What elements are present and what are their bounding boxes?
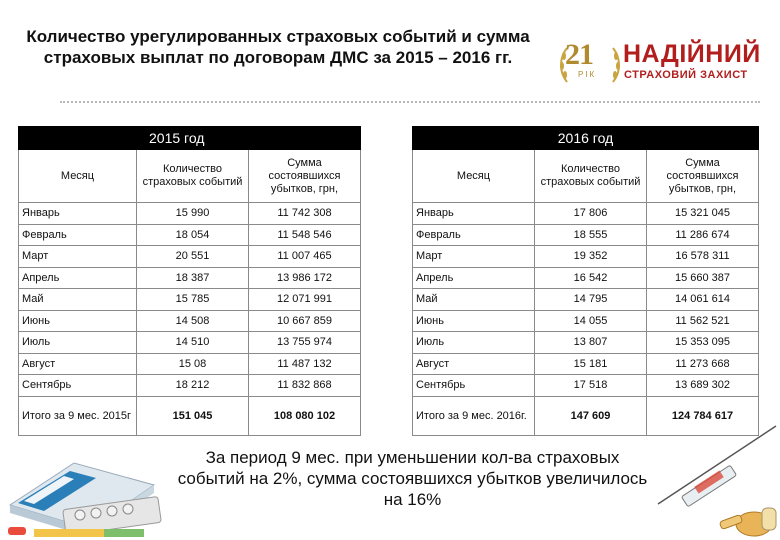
cell-month: Итого за 9 мес. 2016г.	[413, 396, 535, 435]
col-header-sum: Сумма состоявшихся убытков, грн,	[249, 150, 361, 203]
cell-count: 147 609	[535, 396, 647, 435]
cell-sum: 11 273 668	[647, 353, 759, 375]
table-body-2015	[19, 203, 361, 436]
cell-sum: 14 061 614	[647, 289, 759, 311]
cell-sum: 11 487 132	[249, 353, 361, 375]
year-header-2016: 2016 год	[413, 127, 759, 150]
table-row	[413, 353, 759, 375]
table-body-2016	[413, 203, 759, 436]
cell-month: Январь	[19, 203, 137, 225]
table-row	[413, 310, 759, 332]
cell-count: 19 352	[535, 246, 647, 268]
table-row	[19, 267, 361, 289]
cell-count: 151 045	[137, 396, 249, 435]
cell-sum: 15 321 045	[647, 203, 759, 225]
cell-sum: 13 689 302	[647, 375, 759, 397]
cell-count: 17 806	[535, 203, 647, 225]
syringe-ampoule-icon	[650, 420, 780, 540]
cell-count: 20 551	[137, 246, 249, 268]
table-row	[19, 375, 361, 397]
cell-count: 13 807	[535, 332, 647, 354]
cell-month: Август	[413, 353, 535, 375]
cell-month: Июнь	[19, 310, 137, 332]
summary-text: За период 9 мес. при уменьшении кол-ва страховых событий на 2%, сумма состоявшихся убытков увеличилось на 16%	[177, 448, 648, 509]
cell-sum: 11 007 465	[249, 246, 361, 268]
cell-sum: 13 755 974	[249, 332, 361, 354]
cell-sum: 108 080 102	[249, 396, 361, 435]
col-header-sum: Сумма состоявшихся убытков, грн,	[647, 150, 759, 203]
cell-month: Апрель	[413, 267, 535, 289]
cell-count: 15 785	[137, 289, 249, 311]
table-row	[19, 246, 361, 268]
table-row	[413, 332, 759, 354]
cell-sum: 124 784 617	[647, 396, 759, 435]
table-2016	[412, 126, 759, 436]
cell-count: 18 212	[137, 375, 249, 397]
cell-count: 18 555	[535, 224, 647, 246]
logo-brand-line1: НАДІЙНИЙ	[623, 40, 761, 68]
cell-count: 16 542	[535, 267, 647, 289]
cell-sum: 11 562 521	[647, 310, 759, 332]
cell-month: Март	[413, 246, 535, 268]
cell-count: 15 08	[137, 353, 249, 375]
cell-count: 14 055	[535, 310, 647, 332]
cell-month: Март	[19, 246, 137, 268]
year-header-2015: 2015 год	[19, 127, 361, 150]
table-row	[413, 246, 759, 268]
medicine-box-pills-icon	[4, 445, 172, 539]
title-divider	[60, 101, 760, 103]
cell-month: Сентябрь	[413, 375, 535, 397]
table-row	[413, 289, 759, 311]
cell-month: Сентябрь	[19, 375, 137, 397]
cell-count: 18 054	[137, 224, 249, 246]
cell-count: 14 508	[137, 310, 249, 332]
cell-month: Итого за 9 мес. 2015г	[19, 396, 137, 435]
table-row	[19, 353, 361, 375]
cell-count: 15 181	[535, 353, 647, 375]
table-row	[19, 203, 361, 225]
cell-sum: 16 578 311	[647, 246, 759, 268]
table-2015	[18, 126, 361, 436]
col-header-count: Количество страховых событий	[535, 150, 647, 203]
cell-month: Май	[413, 289, 535, 311]
cell-month: Июль	[413, 332, 535, 354]
cell-month: Май	[19, 289, 137, 311]
cell-sum: 10 667 859	[249, 310, 361, 332]
cell-sum: 13 986 172	[249, 267, 361, 289]
cell-month: Июль	[19, 332, 137, 354]
table-row	[19, 289, 361, 311]
table-row	[413, 375, 759, 397]
col-header-month: Месяц	[413, 150, 535, 203]
table-row	[413, 267, 759, 289]
cell-count: 17 518	[535, 375, 647, 397]
col-header-month: Месяц	[19, 150, 137, 203]
cell-month: Апрель	[19, 267, 137, 289]
table-total-row	[19, 396, 361, 435]
slide-title: Количество урегулированных страховых событий и сумма страховых выплат по договорам ДМС за 2015 – 2016 гг.	[26, 27, 530, 67]
cell-month: Январь	[413, 203, 535, 225]
cell-sum: 11 742 308	[249, 203, 361, 225]
cell-month: Август	[19, 353, 137, 375]
company-logo	[565, 38, 765, 88]
cell-month: Февраль	[19, 224, 137, 246]
cell-sum: 11 548 546	[249, 224, 361, 246]
logo-rik: РІК	[578, 70, 597, 79]
cell-sum: 11 286 674	[647, 224, 759, 246]
cell-month: Июнь	[413, 310, 535, 332]
cell-count: 15 990	[137, 203, 249, 225]
logo-brand-line2: СТРАХОВИЙ ЗАХИСТ	[624, 69, 748, 81]
cell-count: 14 795	[535, 289, 647, 311]
cell-month: Февраль	[413, 224, 535, 246]
table-row	[413, 203, 759, 225]
cell-sum: 11 832 868	[249, 375, 361, 397]
table-row	[413, 224, 759, 246]
logo-anniversary-number: 21	[565, 38, 593, 71]
cell-count: 14 510	[137, 332, 249, 354]
cell-sum: 15 660 387	[647, 267, 759, 289]
table-row	[19, 224, 361, 246]
col-header-count: Количество страховых событий	[137, 150, 249, 203]
table-row	[19, 310, 361, 332]
cell-sum: 12 071 991	[249, 289, 361, 311]
cell-count: 18 387	[137, 267, 249, 289]
table-row	[19, 332, 361, 354]
cell-sum: 15 353 095	[647, 332, 759, 354]
